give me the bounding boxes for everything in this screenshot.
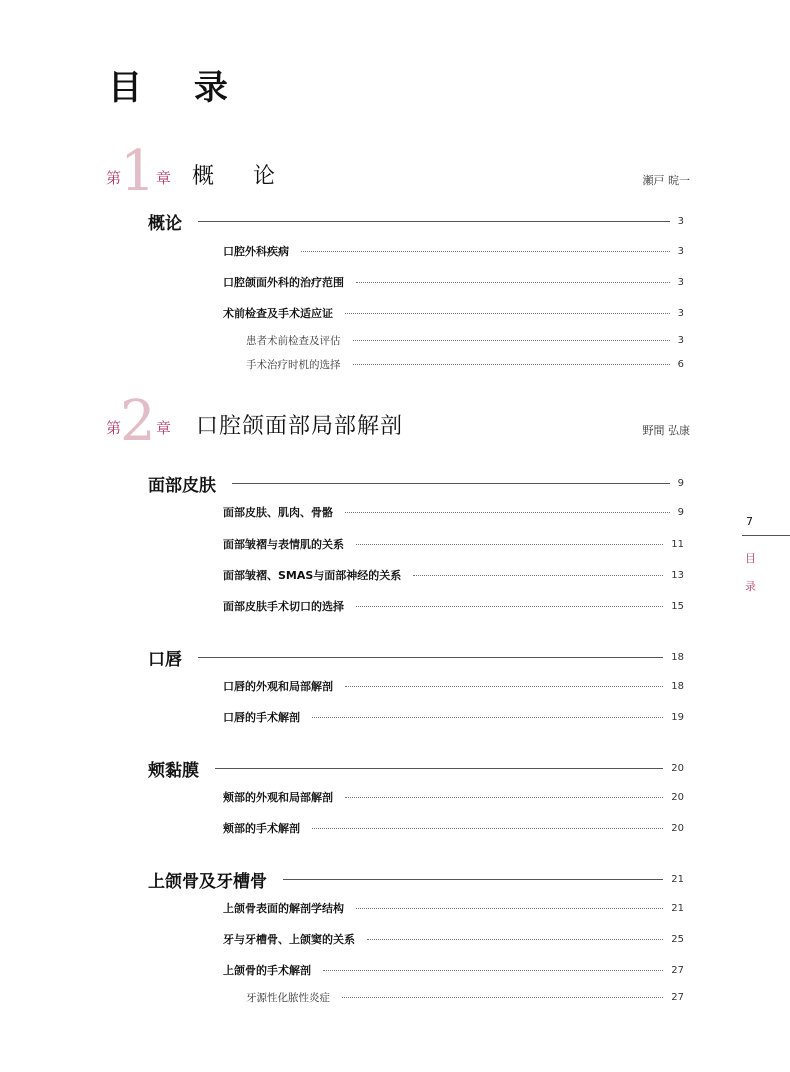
toc-page-number: 3 (677, 245, 684, 257)
toc-subitem[interactable] (246, 332, 684, 348)
toc-leader (345, 686, 663, 687)
toc-page-number: 27 (671, 964, 684, 976)
toc-leader (345, 797, 663, 798)
toc-page-number: 21 (671, 902, 684, 914)
toc-item[interactable] (223, 709, 684, 725)
toc-page-number: 18 (671, 651, 684, 663)
toc-subitem-title: 手术治疗时机的选择 (246, 358, 341, 371)
toc-item[interactable] (223, 962, 684, 978)
toc-leader (353, 364, 670, 365)
side-divider (742, 535, 790, 536)
toc-page-number: 3 (677, 276, 684, 288)
toc-item-title: 面部皱褶与表情肌的关系 (223, 538, 344, 551)
toc-section[interactable] (148, 645, 684, 669)
toc-leader (367, 939, 663, 940)
toc-item-title: 上颌骨的手术解剖 (223, 964, 311, 977)
chapter-title: 概 论 (192, 164, 291, 189)
chapter-number: 2 (120, 389, 156, 454)
toc-page-number: 6 (677, 358, 684, 370)
toc-item-title: 颊部的手术解剖 (223, 822, 300, 835)
toc-item[interactable] (223, 243, 684, 259)
toc-leader (353, 340, 670, 341)
toc-item[interactable] (223, 678, 684, 694)
toc-subitem[interactable] (246, 356, 684, 372)
chapter-suffix: 章 (156, 169, 172, 187)
toc-page-number: 20 (671, 791, 684, 803)
toc-item[interactable] (223, 567, 684, 583)
toc-item[interactable] (223, 598, 684, 614)
toc-leader (356, 606, 663, 607)
toc-item[interactable] (223, 504, 684, 520)
chapter-prefix: 第 (106, 169, 122, 187)
toc-page-number: 15 (671, 600, 684, 612)
toc-leader (345, 512, 670, 513)
toc-subitem-title: 患者术前检查及评估 (246, 334, 341, 347)
toc-section[interactable] (148, 209, 684, 233)
toc-leader (413, 575, 663, 576)
toc-leader (323, 970, 663, 971)
toc-page-number: 13 (671, 569, 684, 581)
toc-leader (215, 768, 663, 769)
toc-item[interactable] (223, 820, 684, 836)
toc-item-title: 术前检查及手术适应证 (223, 307, 333, 320)
toc-page-number: 19 (671, 711, 684, 723)
toc-item[interactable] (223, 536, 684, 552)
toc-item-title: 上颌骨表面的解剖学结构 (223, 902, 344, 915)
toc-page-number: 3 (677, 215, 684, 227)
toc-section-title: 概论 (148, 213, 182, 234)
chapter-author: 野間 弘康 (642, 424, 690, 437)
toc-page-number: 21 (671, 873, 684, 885)
toc-page-number: 20 (671, 762, 684, 774)
chapter-2-header (106, 388, 690, 454)
toc-page-number: 3 (677, 334, 684, 346)
toc-page-number: 9 (677, 506, 684, 518)
chapter-prefix: 第 (106, 419, 122, 437)
toc-item-title: 面部皱褶、SMAS与面部神经的关系 (223, 569, 402, 582)
toc-leader (345, 313, 670, 314)
toc-item-title: 口唇的外观和局部解剖 (223, 680, 333, 693)
toc-item[interactable] (223, 789, 684, 805)
toc-section[interactable] (148, 867, 684, 891)
toc-item[interactable] (223, 900, 684, 916)
toc-page-number: 20 (671, 822, 684, 834)
toc-leader (198, 657, 663, 658)
toc-item-title: 牙与牙槽骨、上颌窦的关系 (223, 933, 355, 946)
toc-item[interactable] (223, 274, 684, 290)
toc-item[interactable] (223, 305, 684, 321)
toc-item-title: 颊部的外观和局部解剖 (223, 791, 333, 804)
toc-item-title: 口腔颌面外科的治疗范围 (223, 276, 344, 289)
toc-section-title: 颊黏膜 (148, 760, 199, 781)
toc-item-title: 口唇的手术解剖 (223, 711, 300, 724)
toc-item-title: 面部皮肤手术切口的选择 (223, 600, 344, 613)
chapter-author: 瀬戸 晥一 (642, 174, 690, 187)
toc-page-number: 3 (677, 307, 684, 319)
toc-page-number: 11 (671, 538, 684, 550)
toc-page-number: 27 (671, 991, 684, 1003)
toc-leader (312, 717, 663, 718)
side-page-marker (742, 515, 790, 595)
toc-page-number: 25 (671, 933, 684, 945)
toc-item[interactable] (223, 931, 684, 947)
toc-item-title: 面部皮肤、肌肉、骨骼 (223, 506, 333, 519)
toc-leader (356, 544, 663, 545)
toc-section[interactable] (148, 471, 684, 495)
toc-leader (312, 828, 663, 829)
toc-subitem-title: 牙源性化脓性炎症 (246, 991, 330, 1004)
toc-page-number: 18 (671, 680, 684, 692)
toc-item-title: 口腔外科疾病 (223, 245, 289, 258)
page-number: 7 (746, 515, 753, 528)
toc-leader (301, 251, 670, 252)
chapter-title: 口腔颌面部局部解剖 (196, 414, 404, 439)
toc-section-title: 上颌骨及牙槽骨 (148, 871, 267, 892)
toc-leader (356, 282, 670, 283)
toc-leader (198, 221, 670, 222)
toc-leader (342, 997, 663, 998)
toc-page-number: 9 (677, 477, 684, 489)
toc-leader (356, 908, 663, 909)
chapter-suffix: 章 (156, 419, 172, 437)
toc-leader (232, 483, 670, 484)
toc-subitem[interactable] (246, 989, 684, 1005)
page-title: 目 录 (108, 68, 248, 108)
side-section-label: 目录 (745, 552, 756, 593)
chapter-1-header (106, 138, 690, 204)
toc-leader (283, 879, 663, 880)
chapter-number: 1 (120, 139, 156, 204)
toc-section[interactable] (148, 756, 684, 780)
toc-section-title: 面部皮肤 (148, 475, 216, 496)
toc-section-title: 口唇 (148, 649, 182, 670)
